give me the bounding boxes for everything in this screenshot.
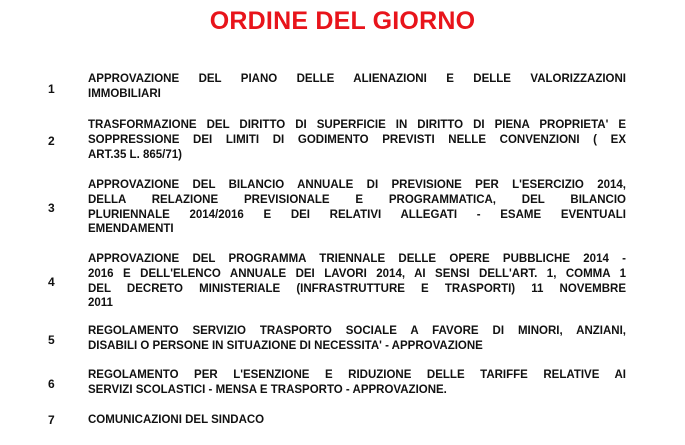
agenda-item-line: IMMOBILIARI xyxy=(88,87,161,100)
agenda-item-line: PLURIENNALE 2014/2016 E DEI RELATIVI ALLEGATI - ESAME EVENTUALI xyxy=(88,208,626,221)
agenda-item-text xyxy=(88,72,626,102)
agenda-item-number: 4 xyxy=(48,275,55,289)
page-title: ORDINE DEL GIORNO xyxy=(209,7,476,35)
agenda-item-number: 1 xyxy=(48,82,55,96)
agenda-item-text xyxy=(88,252,626,311)
agenda-item-line: COMUNICAZIONI DEL SINDACO xyxy=(88,414,265,426)
agenda-item-line: ART.35 L. 865/71) xyxy=(88,148,182,161)
agenda-item-text xyxy=(88,368,626,398)
agenda-item-text xyxy=(88,178,626,237)
agenda-item-number: 7 xyxy=(48,413,55,427)
agenda-item-line: DEL DECRETO MINISTERIALE (INFRASTRUTTURE E TRASPORTI) 11 NOVEMBRE xyxy=(88,282,626,295)
agenda-item-line: REGOLAMENTO PER L'ESENZIONE E RIDUZIONE DELLE TARIFFE RELATIVE AI xyxy=(88,369,626,381)
agenda-item-line: APPROVAZIONE DEL PIANO DELLE ALIENAZIONI E DELLE VALORIZZAZIONI xyxy=(88,73,626,85)
agenda-item-text xyxy=(88,118,626,162)
agenda-item-number: 2 xyxy=(48,134,55,148)
agenda-item-line: EMENDAMENTI xyxy=(88,223,174,236)
agenda-item-number: 6 xyxy=(48,377,55,391)
agenda-item-text xyxy=(88,324,626,354)
agenda-item-number: 5 xyxy=(48,333,55,347)
agenda-item-line: SOPPRESSIONE DEI LIMITI DI GODIMENTO PREVISTI NELLE CONVENZIONI ( EX xyxy=(88,133,626,146)
agenda-item-line: APPROVAZIONE DEL BILANCIO ANNUALE DI PREVISIONE PER L'ESERCIZIO 2014, xyxy=(88,179,626,191)
agenda-item-line: TRASFORMAZIONE DEL DIRITTO DI SUPERFICIE IN DIRITTO DI PIENA PROPRIETA' E xyxy=(88,119,626,131)
agenda-item-line: APPROVAZIONE DEL PROGRAMMA TRIENNALE DELLE OPERE PUBBLICHE 2014 - xyxy=(88,253,626,265)
agenda-item-line: 2011 xyxy=(88,297,113,310)
agenda-item-text xyxy=(88,413,626,428)
agenda-item-number: 3 xyxy=(48,201,55,215)
agenda-item-line: SERVIZI SCOLASTICI - MENSA E TRASPORTO - APPROVAZIONE. xyxy=(88,383,447,396)
agenda-item-line: DELLA RELAZIONE PREVISIONALE E PROGRAMMATICA, DEL BILANCIO xyxy=(88,193,626,206)
agenda-item-line: REGOLAMENTO SERVIZIO TRASPORTO SOCIALE A FAVORE DI MINORI, ANZIANI, xyxy=(88,325,626,337)
agenda-item-line: DISABILI O PERSONE IN SITUAZIONE DI NECESSITA' - APPROVAZIONE xyxy=(88,339,483,352)
agenda-item-line: 2016 E DELL'ELENCO ANNUALE DEI LAVORI 2014, AI SENSI DELL'ART. 1, COMMA 1 xyxy=(88,267,626,280)
